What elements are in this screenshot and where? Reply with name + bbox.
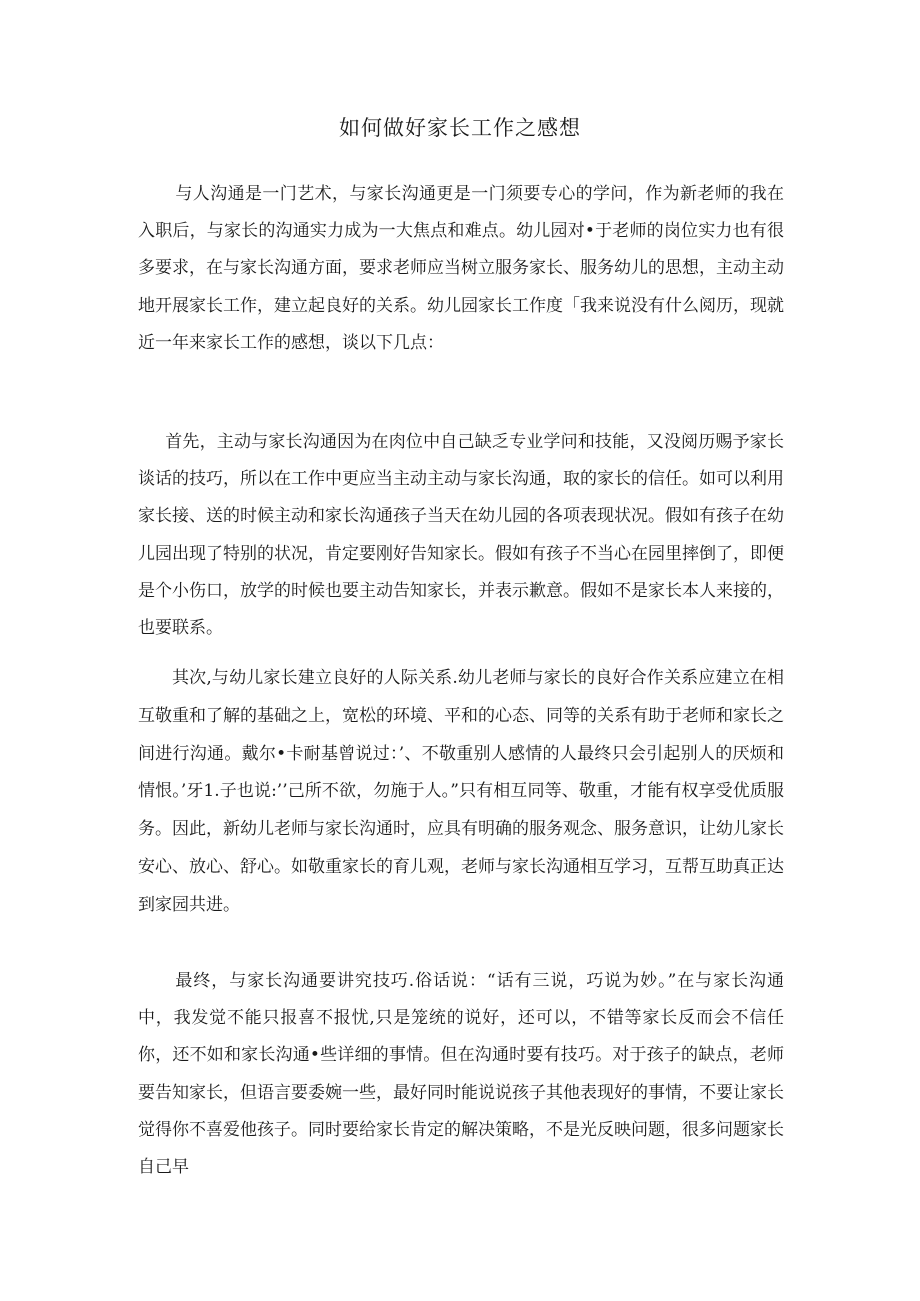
paragraph-intro: 与人沟通是一门艺术，与家长沟通更是一门须要专心的学问，作为新老师的我在入职后，与家长的沟通实力成为一大焦点和难点。幼儿园对•于老师的岗位实力也有很多要求，在与家长沟通方面，要求老师应当树立服务家长、服务幼儿的思想，主动主动地开展家长工作，建立起良好的关系。幼儿园家长工作度「我来说没有什么阅历，现就近一年来家长工作的感想，谈以下几点：: [138, 184, 784, 353]
paragraph-second-point: 其次,与幼儿家长建立良好的人际关系.幼儿老师与家长的良好合作关系应建立在相互敬重和了解的基础之上，宽松的环境、平和的心态、同等的关系有助于老师和家长之间进行沟通。戴尔•卡耐基曾说过：’、不敬重别人感情的人最终只会引起别人的厌烦和情恨。’牙1.子也说:’’己所不欲，勿施于人。”只有相互同等、敬重，才能有权享受优质服务。因此，新幼儿老师与家长沟通时，应具有明确的服务观念、服务意识，让幼儿家长安心、放心、舒心。如敬重家长的育儿观，老师与家长沟通相互学习，互帮互助真正达到家园共进。: [138, 668, 784, 915]
document-title: 如何做好家长工作之感想: [339, 116, 581, 140]
paragraph-first-point: 首先，主动与家长沟通因为在肉位中自己缺乏专业学问和技能，又没阅历赐予家长谈话的技巧，所以在工作中更应当主动主动与家长沟通，取的家长的信任。如可以利用家长接、送的时候主动和家长沟通孩子当天在幼儿园的各项表现状况。假如有孩子在幼儿园出现了特别的状况，肯定要刚好告知家长。假如有孩子不当心在园里摔倒了，即便是个小伤口，放学的时候也要主动告知家长，并表示歉意。假如不是家长本人来接的，也要联系。: [138, 432, 784, 639]
paragraph-third-point: 最终，与家长沟通要讲究技巧.俗话说：“话有三说，巧说为妙。”在与家长沟通中，我发觉不能只报喜不报忧,只是笼统的说好，还可以，不错等家长反而会不信任你，还不如和家长沟通•些详细的事情。但在沟通时要有技巧。对于孩子的缺点，老师要告知家长，但语言要委婉一些，最好同时能说说孩子其他表现好的事情，不要让家长觉得你不喜爱他孩子。同时要给家长肯定的解决策略，不是光反映问题，很多问题家长自己早: [138, 971, 784, 1178]
